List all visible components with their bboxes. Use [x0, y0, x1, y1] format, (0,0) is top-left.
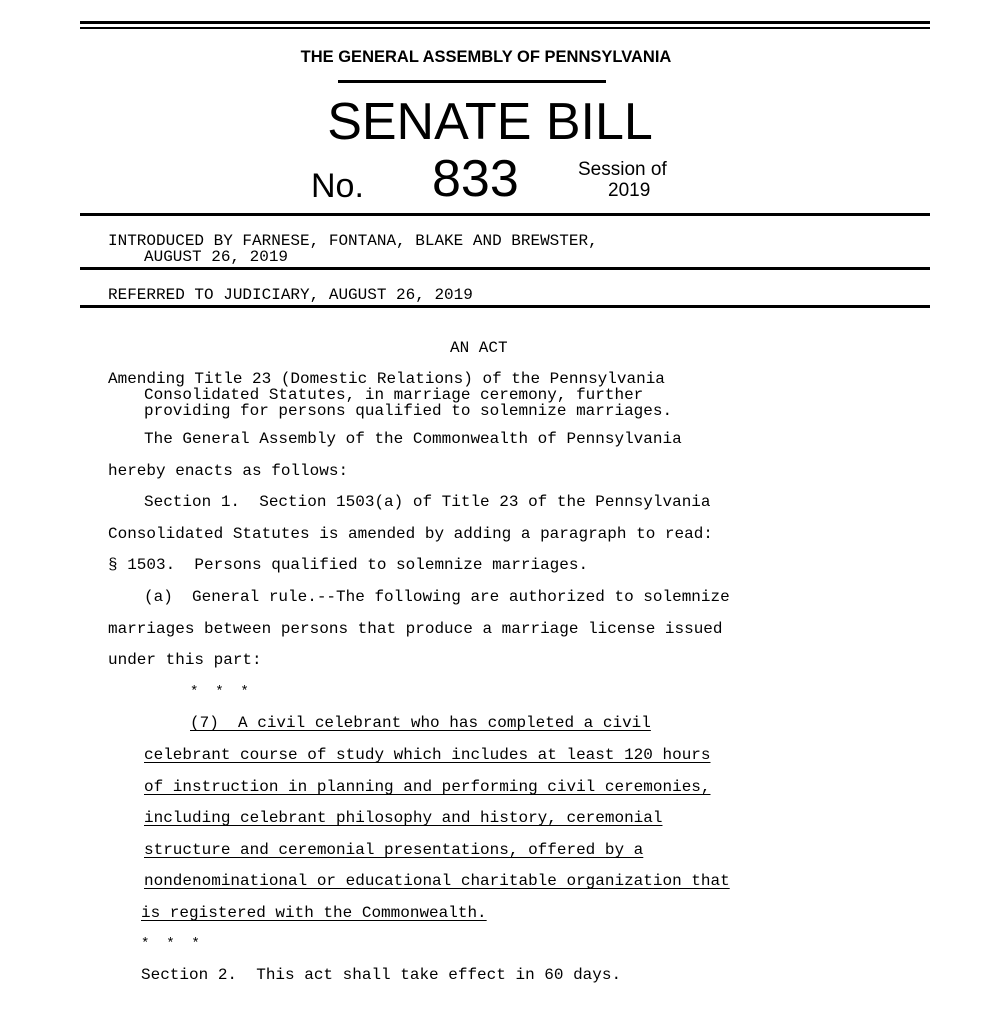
paragraph-7-line-7: is registered with the Commonwealth.: [141, 904, 487, 922]
session-year: 2019: [608, 180, 651, 201]
paragraph-7-line-3: of instruction in planning and performing civil ceremonies,: [144, 778, 711, 796]
session-label: Session of: [578, 159, 667, 180]
general-rule-line-2: marriages between persons that produce a marriage license issued: [108, 620, 723, 638]
top-rule-thick: [80, 21, 930, 24]
general-rule-line-1: (a) General rule.--The following are authorized to solemnize: [144, 588, 730, 606]
omission-stars-2: * * *: [141, 936, 200, 952]
paragraph-7-line-5: structure and ceremonial presentations, offered by a: [144, 841, 644, 859]
section-1-line-2: Consolidated Statutes is amended by adding a paragraph to read:: [108, 525, 713, 543]
referred-to: REFERRED TO JUDICIARY, AUGUST 26, 2019: [108, 286, 473, 304]
introduced-by-line-2: AUGUST 26, 2019: [144, 248, 289, 266]
paragraph-7-line-2: celebrant course of study which includes at least 120 hours: [144, 746, 711, 764]
title-underline: [338, 80, 606, 83]
act-title-line-3: providing for persons qualified to solemnize marriages.: [144, 402, 673, 420]
omission-stars-1: * * *: [190, 684, 249, 700]
bill-type: SENATE BILL: [327, 93, 653, 151]
rule-above-referral: [80, 267, 930, 270]
section-1-line-1: Section 1. Section 1503(a) of Title 23 of the Pennsylvania: [144, 493, 711, 511]
act-title-line-2: Consolidated Statutes, in marriage ceremony, further: [144, 386, 644, 404]
paragraph-7-line-1: (7) A civil celebrant who has completed a civil: [190, 714, 651, 732]
assembly-title: THE GENERAL ASSEMBLY OF PENNSYLVANIA: [300, 48, 672, 66]
rule-above-intro: [80, 213, 930, 216]
act-heading: AN ACT: [450, 339, 508, 357]
introduced-by-line-1: INTRODUCED BY FARNESE, FONTANA, BLAKE AND BREWSTER,: [108, 232, 598, 250]
act-title-line-1: Amending Title 23 (Domestic Relations) of the Pennsylvania: [108, 370, 665, 388]
section-heading: § 1503. Persons qualified to solemnize marriages.: [108, 556, 589, 574]
general-rule-line-3: under this part:: [108, 651, 262, 669]
top-rule-thin: [80, 27, 930, 29]
rule-below-referral: [80, 305, 930, 308]
enacting-clause-2: hereby enacts as follows:: [108, 462, 349, 480]
enacting-clause-1: The General Assembly of the Commonwealth of Pennsylvania: [144, 430, 682, 448]
bill-number: 833: [432, 150, 519, 208]
section-2: Section 2. This act shall take effect in 60 days.: [141, 966, 622, 984]
no-label: No.: [311, 167, 364, 205]
paragraph-7-line-6: nondenominational or educational charitable organization that: [144, 872, 730, 890]
paragraph-7-line-4: including celebrant philosophy and history, ceremonial: [144, 809, 663, 827]
